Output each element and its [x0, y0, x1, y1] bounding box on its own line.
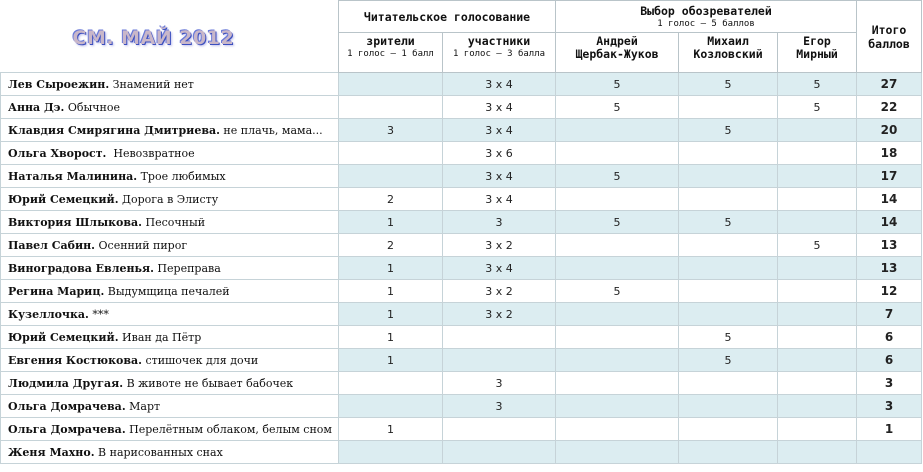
participants-cell: 3 x 2 [443, 234, 556, 257]
entry-name-cell [1, 372, 339, 395]
reviewers-choice-header [556, 1, 857, 33]
author-name: Наталья Малинина. [8, 169, 138, 183]
reviewer-3-cell [778, 349, 857, 372]
total-cell: 20 [857, 119, 922, 142]
author-name: Ольга Домрачева. [8, 422, 126, 436]
table-row [1, 96, 922, 119]
viewers-cell: 2 [339, 234, 443, 257]
author-name: Павел Сабин. [8, 238, 96, 252]
entry-name-cell [1, 395, 339, 418]
reviewer-1-line1: Андрей [596, 34, 638, 48]
reviewer-1-cell [556, 188, 679, 211]
entry-name-cell [1, 349, 339, 372]
table-row [1, 73, 922, 96]
total-cell: 22 [857, 96, 922, 119]
participants-cell: 3 x 2 [443, 280, 556, 303]
author-name: Женя Махно. [8, 445, 95, 459]
reviewer-3-line2: Мирный [796, 47, 838, 61]
author-name: Юрий Семецкий. [8, 330, 119, 344]
total-cell: 6 [857, 349, 922, 372]
reviewer-3-cell [778, 188, 857, 211]
reviewer-2-cell [679, 303, 778, 326]
reviewer-3-cell [778, 119, 857, 142]
page-title: СМ. МАЙ 2012 [72, 26, 235, 49]
work-title: Выдумщица печалей [104, 284, 230, 298]
work-title: не плачь, мама... [219, 123, 323, 137]
reviewer-3-cell [778, 211, 857, 234]
reviewer-1-cell [556, 303, 679, 326]
reviewer-2-cell [679, 234, 778, 257]
participants-cell [443, 441, 556, 464]
reviewer-2-cell: 5 [679, 119, 778, 142]
reviewer-2-cell [679, 257, 778, 280]
total-cell [857, 441, 922, 464]
total-cell: 13 [857, 234, 922, 257]
reviewer-3-header [778, 33, 857, 73]
participants-cell: 3 x 4 [443, 119, 556, 142]
work-title: Перелётным облаком, белым сном [125, 422, 332, 436]
reviewer-1-cell [556, 441, 679, 464]
total-label-line1: Итого [871, 22, 907, 37]
total-header [857, 1, 922, 73]
reviewer-2-header [679, 33, 778, 73]
table-row [1, 303, 922, 326]
total-cell: 14 [857, 188, 922, 211]
work-title: В животе не бывает бабочек [123, 376, 294, 390]
viewers-cell [339, 372, 443, 395]
table-row [1, 349, 922, 372]
work-title: Переправа [153, 261, 221, 275]
total-cell: 12 [857, 280, 922, 303]
reviewer-1-cell [556, 349, 679, 372]
readers-vote-label: Читательское голосование [363, 9, 531, 24]
reviewer-2-cell [679, 395, 778, 418]
participants-cell: 3 x 4 [443, 257, 556, 280]
author-name: Регина Мариц. [8, 284, 105, 298]
entry-name-cell [1, 119, 339, 142]
work-title: Невозвратное [106, 146, 195, 160]
viewers-cell: 1 [339, 303, 443, 326]
participants-cell [443, 418, 556, 441]
reviewer-3-cell [778, 303, 857, 326]
reviewers-choice-sublabel: 1 голос – 5 баллов [657, 19, 755, 29]
table-row [1, 142, 922, 165]
viewers-cell [339, 73, 443, 96]
reviewer-3-cell [778, 326, 857, 349]
work-title: В нарисованных снах [94, 445, 223, 459]
reviewer-3-cell [778, 165, 857, 188]
participants-cell: 3 x 4 [443, 96, 556, 119]
viewers-cell [339, 96, 443, 119]
reviewer-1-cell [556, 418, 679, 441]
table-row [1, 165, 922, 188]
viewers-cell: 1 [339, 349, 443, 372]
reviewer-2-cell [679, 188, 778, 211]
author-name: Евгения Костюкова. [8, 353, 142, 367]
table-row [1, 280, 922, 303]
viewers-cell: 1 [339, 211, 443, 234]
work-title: Трое любимых [137, 169, 226, 183]
reviewer-2-cell: 5 [679, 211, 778, 234]
entry-name-cell [1, 257, 339, 280]
work-title: Песочный [141, 215, 206, 229]
reviewer-1-cell [556, 395, 679, 418]
reviewer-2-cell [679, 441, 778, 464]
work-title: Иван да Пётр [118, 330, 202, 344]
entry-name-cell [1, 303, 339, 326]
entry-name-cell [1, 188, 339, 211]
participants-cell: 3 x 4 [443, 73, 556, 96]
author-name: Кузеллочка. [8, 307, 89, 321]
reviewer-3-cell [778, 395, 857, 418]
entry-name-cell [1, 142, 339, 165]
reviewer-3-cell [778, 280, 857, 303]
total-cell: 1 [857, 418, 922, 441]
viewers-cell: 1 [339, 326, 443, 349]
reviewer-1-cell [556, 234, 679, 257]
work-title: Март [125, 399, 161, 413]
participants-cell: 3 [443, 395, 556, 418]
table-row [1, 257, 922, 280]
reviewer-3-cell [778, 372, 857, 395]
title-cell [1, 1, 339, 73]
reviewer-3-cell [778, 441, 857, 464]
viewers-cell: 3 [339, 119, 443, 142]
author-name: Лев Сыроежин. [8, 77, 110, 91]
reviewer-2-cell [679, 142, 778, 165]
reviewer-1-cell [556, 326, 679, 349]
reviewer-3-cell [778, 142, 857, 165]
table-row [1, 234, 922, 257]
total-cell: 3 [857, 395, 922, 418]
total-cell: 3 [857, 372, 922, 395]
entry-name-cell [1, 441, 339, 464]
entry-name-cell [1, 234, 339, 257]
total-cell: 7 [857, 303, 922, 326]
viewers-cell [339, 395, 443, 418]
author-name: Виноградова Евленья. [8, 261, 154, 275]
reviewer-1-cell [556, 142, 679, 165]
viewers-cell: 1 [339, 418, 443, 441]
author-name: Ольга Домрачева. [8, 399, 126, 413]
entry-name-cell [1, 418, 339, 441]
viewers-cell [339, 165, 443, 188]
participants-cell [443, 349, 556, 372]
reviewer-1-cell: 5 [556, 280, 679, 303]
work-title: стишочек для дочи [141, 353, 259, 367]
participants-sublabel: 1 голос – 3 балла [452, 49, 546, 59]
entry-name-cell [1, 96, 339, 119]
participants-cell: 3 x 2 [443, 303, 556, 326]
table-row [1, 211, 922, 234]
total-cell: 17 [857, 165, 922, 188]
viewers-cell [339, 142, 443, 165]
work-title: *** [88, 307, 109, 321]
entry-name-cell [1, 280, 339, 303]
reviewer-1-cell [556, 119, 679, 142]
reviewer-1-cell: 5 [556, 211, 679, 234]
table-row [1, 326, 922, 349]
reviewer-3-cell: 5 [778, 96, 857, 119]
reviewer-2-cell [679, 418, 778, 441]
author-name: Юрий Семецкий. [8, 192, 119, 206]
reviewer-3-cell: 5 [778, 234, 857, 257]
reviewer-1-header [556, 33, 679, 73]
participants-cell: 3 x 6 [443, 142, 556, 165]
participants-cell [443, 326, 556, 349]
total-cell: 6 [857, 326, 922, 349]
reviewer-3-line1: Егор [803, 34, 831, 48]
viewers-cell: 1 [339, 257, 443, 280]
table-row [1, 188, 922, 211]
reviewer-2-line2: Козловский [693, 47, 763, 61]
work-title: Знамений нет [109, 77, 194, 91]
reviewer-2-cell [679, 96, 778, 119]
reviewer-2-cell [679, 165, 778, 188]
reviewer-1-cell: 5 [556, 96, 679, 119]
reviewer-2-cell: 5 [679, 349, 778, 372]
author-name: Людмила Другая. [8, 376, 124, 390]
reviewers-choice-label: Выбор обозревателей [640, 4, 772, 18]
author-name: Клавдия Смирягина Дмитриева. [8, 123, 220, 137]
reviewer-1-cell: 5 [556, 73, 679, 96]
reviewer-2-cell: 5 [679, 73, 778, 96]
reviewer-1-cell [556, 372, 679, 395]
table-row [1, 418, 922, 441]
reviewer-1-line2: Щербак-Жуков [575, 47, 659, 61]
total-label-line2: баллов [868, 36, 910, 51]
total-cell: 14 [857, 211, 922, 234]
reviewer-3-cell [778, 418, 857, 441]
author-name: Виктория Шлыкова. [8, 215, 142, 229]
author-name: Анна Дэ. [8, 100, 65, 114]
reviewer-3-cell: 5 [778, 73, 857, 96]
participants-cell: 3 [443, 211, 556, 234]
table-row [1, 372, 922, 395]
table-row [1, 119, 922, 142]
reviewer-2-line1: Михаил [707, 34, 749, 48]
participants-header [443, 33, 556, 73]
participants-cell: 3 x 4 [443, 165, 556, 188]
participants-cell: 3 [443, 372, 556, 395]
work-title: Обычное [64, 100, 120, 114]
reviewer-3-cell [778, 257, 857, 280]
entry-name-cell [1, 165, 339, 188]
entry-name-cell [1, 73, 339, 96]
entry-name-cell [1, 326, 339, 349]
table-row [1, 441, 922, 464]
results-body [1, 73, 922, 464]
author-name: Ольга Хворост. [8, 146, 107, 160]
entry-name-cell [1, 211, 339, 234]
work-title: Дорога в Элисту [118, 192, 219, 206]
total-cell: 27 [857, 73, 922, 96]
reviewer-2-cell [679, 372, 778, 395]
table-row [1, 395, 922, 418]
viewers-label: зрители [366, 34, 415, 48]
viewers-cell [339, 441, 443, 464]
work-title: Осенний пирог [95, 238, 188, 252]
readers-vote-header [339, 1, 556, 33]
viewers-cell: 1 [339, 280, 443, 303]
total-cell: 13 [857, 257, 922, 280]
reviewer-2-cell [679, 280, 778, 303]
reviewer-2-cell: 5 [679, 326, 778, 349]
reviewer-1-cell: 5 [556, 165, 679, 188]
participants-cell: 3 x 4 [443, 188, 556, 211]
total-cell: 18 [857, 142, 922, 165]
participants-label: участники [467, 34, 531, 48]
viewers-cell: 2 [339, 188, 443, 211]
viewers-sublabel: 1 голос – 1 балл [347, 49, 434, 59]
viewers-header [339, 33, 443, 73]
reviewer-1-cell [556, 257, 679, 280]
